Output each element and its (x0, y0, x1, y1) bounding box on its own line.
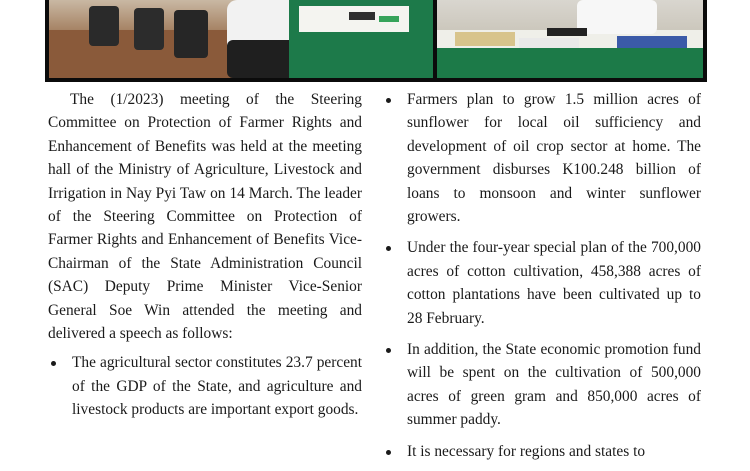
bullet-text: It is necessary for regions and states to (407, 442, 646, 460)
right-bullet-list (383, 88, 701, 463)
article-intro: The (1/2023) meeting of the Steering Committee on Protection of Farmer Rights and Enhancement of Benefits was held at the meeting hall of the Ministry of Agriculture, Livestock and Irrigation in Nay Pyi Taw on 14 March. The leader of the Steering Committee on Protection of Farmer Rights and Enhancement of Benefits Vice-Chairman of the State Administration Council (SAC) Deputy Prime Minister Vice-Senior General Soe Win attended the meeting and delivered a speech as follows: (48, 91, 362, 343)
bullet-text: Under the four-year special plan of the 700,000 acres of cotton cultivation, 458,388 acres of cotton plantations have been cultivated up to 28 February. (407, 239, 701, 327)
bullet-icon (386, 246, 391, 251)
bullet-icon (51, 361, 56, 366)
bullet-text: Farmers plan to grow 1.5 million acres of sunflower for local oil sufficiency and development of oil crop sector at home. The government disburses K100.248 billion of loans to monsoon and winter sunflower growers. (407, 91, 701, 226)
bullet-text: In addition, the State economic promotion fund will be spent on the cultivation of 500,000 acres of green gram and 850,000 acres of summer paddy. (407, 341, 701, 429)
list-item (48, 351, 362, 421)
bullet-icon (386, 450, 391, 455)
list-item (383, 88, 701, 228)
meeting-photo-left (49, 0, 433, 78)
list-item (383, 236, 701, 330)
bullet-icon (386, 98, 391, 103)
left-column (48, 88, 362, 430)
list-item (383, 338, 701, 432)
bullet-icon (386, 348, 391, 353)
bullet-text: The agricultural sector constitutes 23.7 percent of the GDP of the State, and agriculture and livestock products are important export goods. (72, 354, 362, 419)
meeting-photo-right (437, 0, 703, 78)
left-bullet-list (48, 351, 362, 421)
right-column (383, 88, 701, 471)
